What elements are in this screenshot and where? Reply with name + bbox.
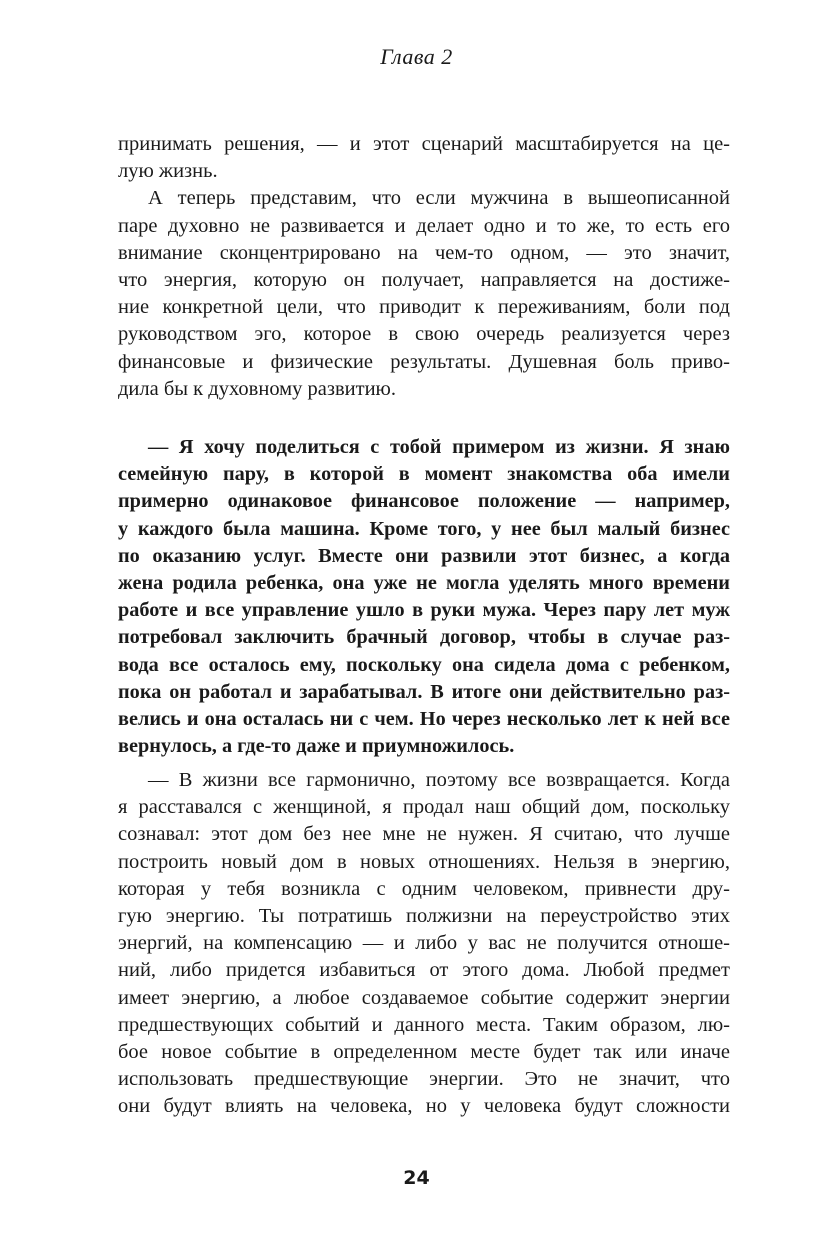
text-line: ний, либо придется избавиться от этого дома. Любой предмет [118, 959, 730, 982]
text-line: что энергия, которую он получает, направляется на достиже- [118, 268, 730, 291]
text-line: семейную пару, в которой в момент знакомства оба имели [118, 463, 730, 486]
paragraph-block-answer [118, 767, 730, 1120]
text-line: лую жизнь. [118, 160, 218, 183]
text-line: бое новое событие в определенном месте будет так или иначе [118, 1040, 730, 1063]
text-line: жена родила ребенка, она уже не могла уделять много времени [118, 571, 730, 594]
text-line: А теперь представим, что если мужчина в вышеописанной [148, 187, 730, 210]
text-line: финансовые и физические результаты. Душевная боль приво- [118, 350, 730, 373]
text-line: внимание сконцентрировано на чем-то одном, — это значит, [118, 241, 730, 264]
paragraph-block-bold-question [118, 434, 730, 760]
text-line: предшествующих событий и данного места. Таким образом, лю- [118, 1013, 730, 1036]
text-line: вернулось, а где-то даже и приумножилось. [118, 735, 515, 758]
text-line: пока он работал и зарабатывал. В итоге они действительно раз- [118, 680, 730, 703]
text-line: гую энергию. Ты потратишь полжизни на переустройство этих [118, 904, 730, 927]
text-line: паре духовно не развивается и делает одно и то же, то есть его [118, 214, 730, 237]
text-line: — Я хочу поделиться с тобой примером из жизни. Я знаю [148, 436, 730, 458]
text-line: дила бы к духовному развитию. [118, 377, 396, 400]
text-line: построить новый дом в новых отношениях. Нельзя в энергию, [118, 850, 730, 873]
text-line: они будут влиять на человека, но у человека будут сложности [118, 1095, 730, 1118]
text-line: у каждого была машина. Кроме того, у нее был малый бизнес [118, 517, 730, 540]
text-line: сознавал: этот дом без нее мне не нужен. Я считаю, что лучше [118, 823, 730, 846]
text-line: по оказанию услуг. Вместе они развили этот бизнес, а когда [118, 544, 730, 567]
text-line: — В жизни все гармонично, поэтому все возвращается. Когда [148, 769, 730, 791]
text-line: ние конкретной цели, что приводит к переживаниям, боли под [118, 296, 730, 319]
text-line: велись и она осталась ни с чем. Но через несколько лет к ней все [118, 707, 730, 730]
text-line: имеет энергию, а любое создаваемое событие содержит энергии [118, 986, 730, 1009]
text-line: я расставался с женщиной, я продал наш общий дом, поскольку [118, 796, 730, 819]
chapter-title: Глава 2 [380, 44, 453, 69]
text-line: использовать предшествующие энергии. Это не значит, что [118, 1068, 730, 1091]
text-line: которая у тебя возникла с одним человеком, привнести дру- [118, 877, 730, 900]
text-line: работе и все управление ушло в руки мужа. Через пару лет муж [118, 599, 730, 622]
text-line: вода все осталось ему, поскольку она сидела дома с ребенком, [118, 653, 730, 676]
page-number: 24 [403, 1167, 430, 1189]
text-line: принимать решения, — и этот сценарий масштабируется на це- [118, 133, 730, 155]
text-line: потребовал заключить брачный договор, чтобы в случае раз- [118, 626, 730, 649]
text-line: примерно одинаковое финансовое положение — например, [118, 490, 730, 513]
text-line: энергий, на компенсацию — и либо у вас не получится отноше- [118, 932, 730, 955]
text-line: руководством эго, которое в свою очередь реализуется через [118, 323, 730, 346]
paragraph-block-intro [118, 131, 730, 403]
